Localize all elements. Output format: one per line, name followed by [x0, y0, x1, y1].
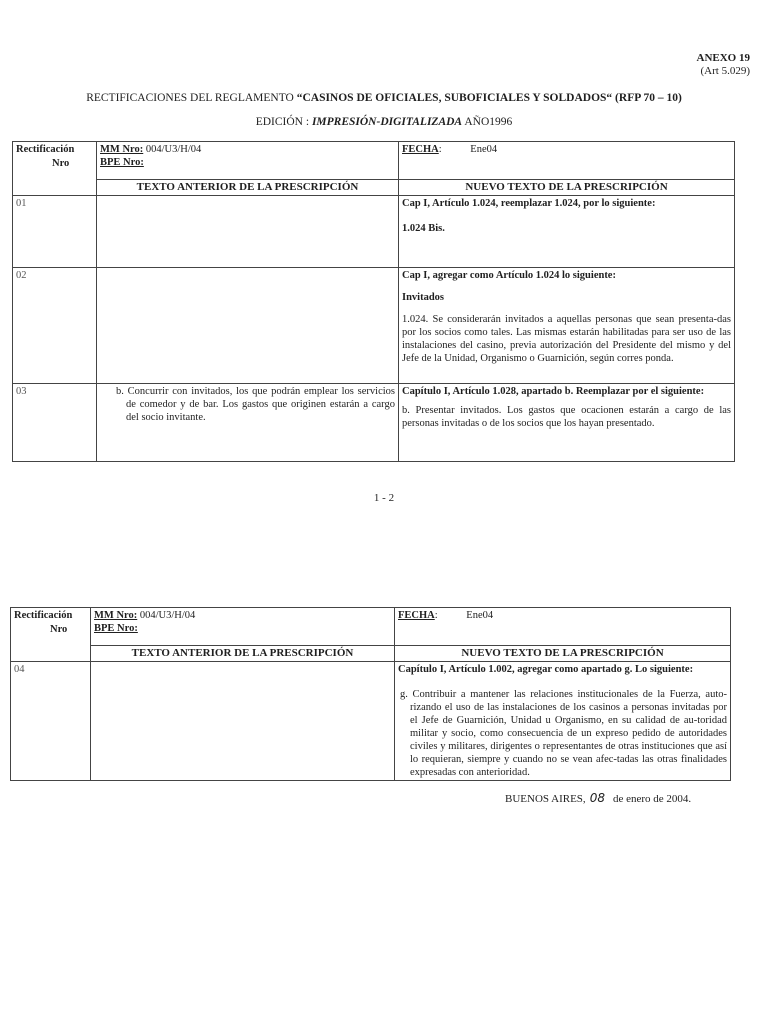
- fecha-value: Ene04: [470, 144, 498, 155]
- edition-year: AÑO1996: [462, 116, 513, 128]
- mm-bpe-cell: [91, 608, 395, 646]
- annex-label: [697, 52, 750, 78]
- old-text: b. Concurrir con invitados, los que podrán emplear los servicios de comedor y de bar. Los gastos que originen estarán a cargo del socio invitante.: [97, 384, 399, 462]
- rectification-number-header: Rectificación Nro: [13, 142, 97, 196]
- bpe-label: BPE Nro:: [100, 157, 144, 168]
- rectification-number-header: Rectificación Nro: [11, 608, 91, 662]
- annex-article: (Art 5.029): [700, 65, 750, 77]
- old-text: [97, 196, 399, 268]
- fecha-value: Ene04: [466, 610, 494, 621]
- bpe-label: BPE Nro:: [94, 623, 138, 634]
- annex-number: ANEXO 19: [696, 52, 750, 64]
- rectification-table-2: [10, 607, 731, 781]
- fecha-label: FECHA: [402, 144, 439, 155]
- new-text: Cap I, Artículo 1.024, reemplazar 1.024, por lo siguiente: 1.024 Bis.: [399, 196, 735, 268]
- old-text-column-header: TEXTO ANTERIOR DE LA PRESCRIPCIÓN: [97, 180, 399, 196]
- table-row: [13, 268, 735, 384]
- mm-bpe-cell: [97, 142, 399, 180]
- table-row: [11, 662, 731, 781]
- row-number: 04: [11, 662, 91, 781]
- row-number: 02: [13, 268, 97, 384]
- signoff-day: 08: [589, 791, 605, 805]
- table-row: [13, 196, 735, 268]
- mm-value: 004/U3/H/04: [139, 610, 196, 621]
- row-number: 03: [13, 384, 97, 462]
- new-text: Cap I, agregar como Artículo 1.024 lo siguiente: Invitados 1.024. Se considerarán invitados a aquellas personas que sean presenta-das por los socios como tales. Las mismas estarán habilitadas para ser uso de las instalaciones del casino, previa autorización del Presidente del mismo y del Jefe de la Unidad, Organismo o Guarnición, según corres ponda.: [399, 268, 735, 384]
- page-number: 1 - 2: [373, 492, 395, 504]
- edition-line: EDICIÓN : IMPRESIÓN-DIGITALIZADA AÑO1996: [255, 116, 513, 128]
- row-number: 01: [13, 196, 97, 268]
- regulation-title: RECTIFICACIONES DEL REGLAMENTO “CASINOS DE OFICIALES, SUBOFICIALES Y SOLDADOS“ (RFP 70 – 10): [86, 92, 682, 104]
- regulation-name: “CASINOS DE OFICIALES, SUBOFICIALES Y SOLDADOS“ (RFP 70 – 10): [296, 92, 682, 104]
- old-text: [97, 268, 399, 384]
- rectification-table-1: [12, 141, 735, 462]
- fecha-cell: FECHA: Ene04: [399, 142, 735, 180]
- mm-value: 004/U3/H/04: [145, 144, 202, 155]
- table-row: [13, 384, 735, 462]
- fecha-cell: FECHA: Ene04: [395, 608, 731, 646]
- new-text-column-header: NUEVO TEXTO DE LA PRESCRIPCIÓN: [395, 646, 731, 662]
- edition-type: IMPRESIÓN-DIGITALIZADA: [311, 116, 463, 128]
- fecha-label: FECHA: [398, 610, 435, 621]
- old-text: [91, 662, 395, 781]
- mm-label: MM Nro:: [94, 610, 138, 621]
- new-text-column-header: NUEVO TEXTO DE LA PRESCRIPCIÓN: [399, 180, 735, 196]
- signoff-rest: de enero de 2004.: [612, 793, 692, 805]
- new-text: Capítulo I, Artículo 1.028, apartado b. Reemplazar por el siguiente: b. Presentar invitados. Los gastos que ocacionen estarán a cargo de las personas invitadas o de los socios que los hayan presentado.: [399, 384, 735, 462]
- new-text: Capítulo I, Artículo 1.002, agregar como apartado g. Lo siguiente: g. Contribuir a mantener las relaciones institucionales de la Fuerza, auto-rizando el uso de las instalaciones de los casinos a personas invitadas por el Jefe de Guarnición, Unidad u Organismo, en su calidad de au-toridad militar y socio, como consecuencia de un expreso pedido de autoridades civiles y militares, dirigentes o representantes de otras instituciones que así lo requieran, siempre y cuando no se vean afec-tadas las otras finalidades expresadas con anterioridad.: [395, 662, 731, 781]
- signoff-date: [505, 791, 691, 805]
- mm-label: MM Nro:: [100, 144, 144, 155]
- old-text-column-header: TEXTO ANTERIOR DE LA PRESCRIPCIÓN: [91, 646, 395, 662]
- signoff-city: BUENOS AIRES,: [505, 793, 586, 805]
